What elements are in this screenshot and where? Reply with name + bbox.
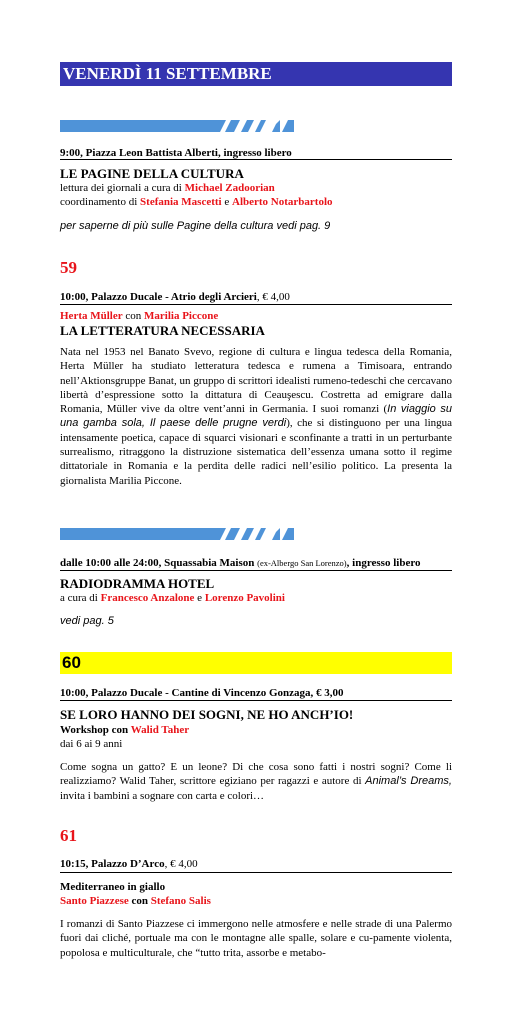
workshop-leader: Walid Taher [130,724,190,736]
description-text: Come sogna un gatto? E un leone? Di che cosa sono fatti i nostri sogni? Come li realizziamo? Walid Taher, scrittore egiziano per ragazzi e autore di [60,761,452,788]
page-reference: per saperne di più sulle Pagine della cultura vedi pag. 9 [60,220,331,232]
event-description [60,760,452,803]
book-titles: In viaggio su una gamba sola, Il paese delle prugne verdi [60,403,453,430]
time-place-line: 9:00, Piazza Leon Battista Alberti, ingresso libero [60,147,292,159]
venue-note: (ex-Albergo San Lorenzo) [257,558,347,568]
guest-name: Marilia Piccone [144,310,219,322]
curator-line [60,181,452,195]
coordinator-name: Stefania Mascetti [140,196,222,208]
curator-name: Francesco Anzalone [100,592,195,604]
price: , € 4,00 [164,858,198,870]
event-description [60,345,452,488]
divider [60,159,452,160]
coordinator-name: Alberto Notarbartolo [232,196,333,208]
guest-name: Stefano Salis [150,895,211,907]
program-page [60,0,452,1024]
time-place-line [60,556,452,570]
speakers-line [60,309,452,323]
event-title: LE PAGINE DELLA CULTURA [60,166,244,181]
author-name: Herta Müller [60,310,123,322]
event-title: LA LETTERATURA NECESSARIA [60,323,265,338]
event-title: SE LORO HANNO DEI SOGNI, NE HO ANCH’IO! [60,707,354,722]
divider [60,570,452,571]
event-title: RADIODRAMMA HOTEL [60,576,215,591]
time-place: dalle 10:00 alle 24:00, Squassabia Maison [60,557,258,569]
conjunction: e [194,592,205,604]
stripe-separator [60,120,452,132]
conjunction: e [221,196,232,208]
description-text: Nata nel 1953 nel Banato Svevo, regione di cultura e lingua tedesca della Romania, Herta Müller ha studiato letteratura tedesca e rumena a Timisoara, entrando nell’Aktionsgruppe Banat, un gruppo di scrittori idealisti rumeno-tedeschi che cercavano libertà d’espressione sotto la dittatura di Ceauşescu. Costretta ad emigrare dalla Romania, Müller vive da oltre vent’anni in Germania. I suoi romanzi ( [60,346,452,416]
book-title: Animal’s Dreams, [365,775,452,788]
conjunction: con [122,310,145,322]
divider [60,872,452,873]
workshop-line [60,723,452,737]
description-text: ), che si distinguono per una lingua intensamente poetica, capace di squarci visionari e sconfinante a tratti in un perturbante surrealismo, ritraggono la distruzione sistematica dell’essenza umana sotto il regime dittatoriale in Romania e la perdita delle radici nell’esilio politico. La presenta la giornalista Marilia Piccone. [60,417,453,487]
divider [60,700,452,701]
time-place-line: 10:00, Palazzo Ducale - Cantine di Vincenzo Gonzaga, € 3,00 [60,687,344,699]
description-text: invita i bambini a sognare con carta e colori… [60,789,265,802]
time-place-line [60,290,452,304]
time-place: 10:00, Palazzo Ducale - Atrio degli Arcieri [60,291,257,303]
event-number: 60 [60,652,452,674]
time-place-line [60,857,452,871]
conjunction: con [128,895,151,907]
page-reference: vedi pag. 5 [60,615,114,627]
stripe-graphic [60,528,294,540]
stripe-graphic [60,120,294,132]
curator-name: Lorenzo Pavolini [204,592,285,604]
price: , € 4,00 [256,291,290,303]
event-description: I romanzi di Santo Piazzese ci immergono nelle atmosfere e nelle strade di una Palermo fuori dai cliché, portuale ma con le montagne alle spalle, solare e cu-pamente violenta, popolosa e multiculturale, che “tutto trita, assorbe e metabo- [60,918,452,959]
admission: , ingresso libero [346,557,421,569]
workshop-prefix: Workshop con [60,724,131,736]
curator-line [60,591,452,605]
coordination-prefix: coordinamento di [60,196,141,208]
day-banner: VENERDÌ 11 SETTEMBRE [60,62,452,86]
curator-prefix: a cura di [60,592,101,604]
event-subtitle: Mediterraneo in giallo [60,881,166,893]
speakers-line [60,894,452,908]
age-range: dai 6 ai 9 anni [60,738,123,750]
coordination-line [60,195,452,209]
time-place: 10:15, Palazzo D’Arco [60,858,165,870]
author-name: Santo Piazzese [60,895,129,907]
event-number: 59 [60,258,77,277]
divider [60,304,452,305]
curator-name: Michael Zadoorian [184,182,275,194]
stripe-separator [60,528,452,540]
event-number: 61 [60,826,77,845]
curator-prefix: lettura dei giornali a cura di [60,182,185,194]
